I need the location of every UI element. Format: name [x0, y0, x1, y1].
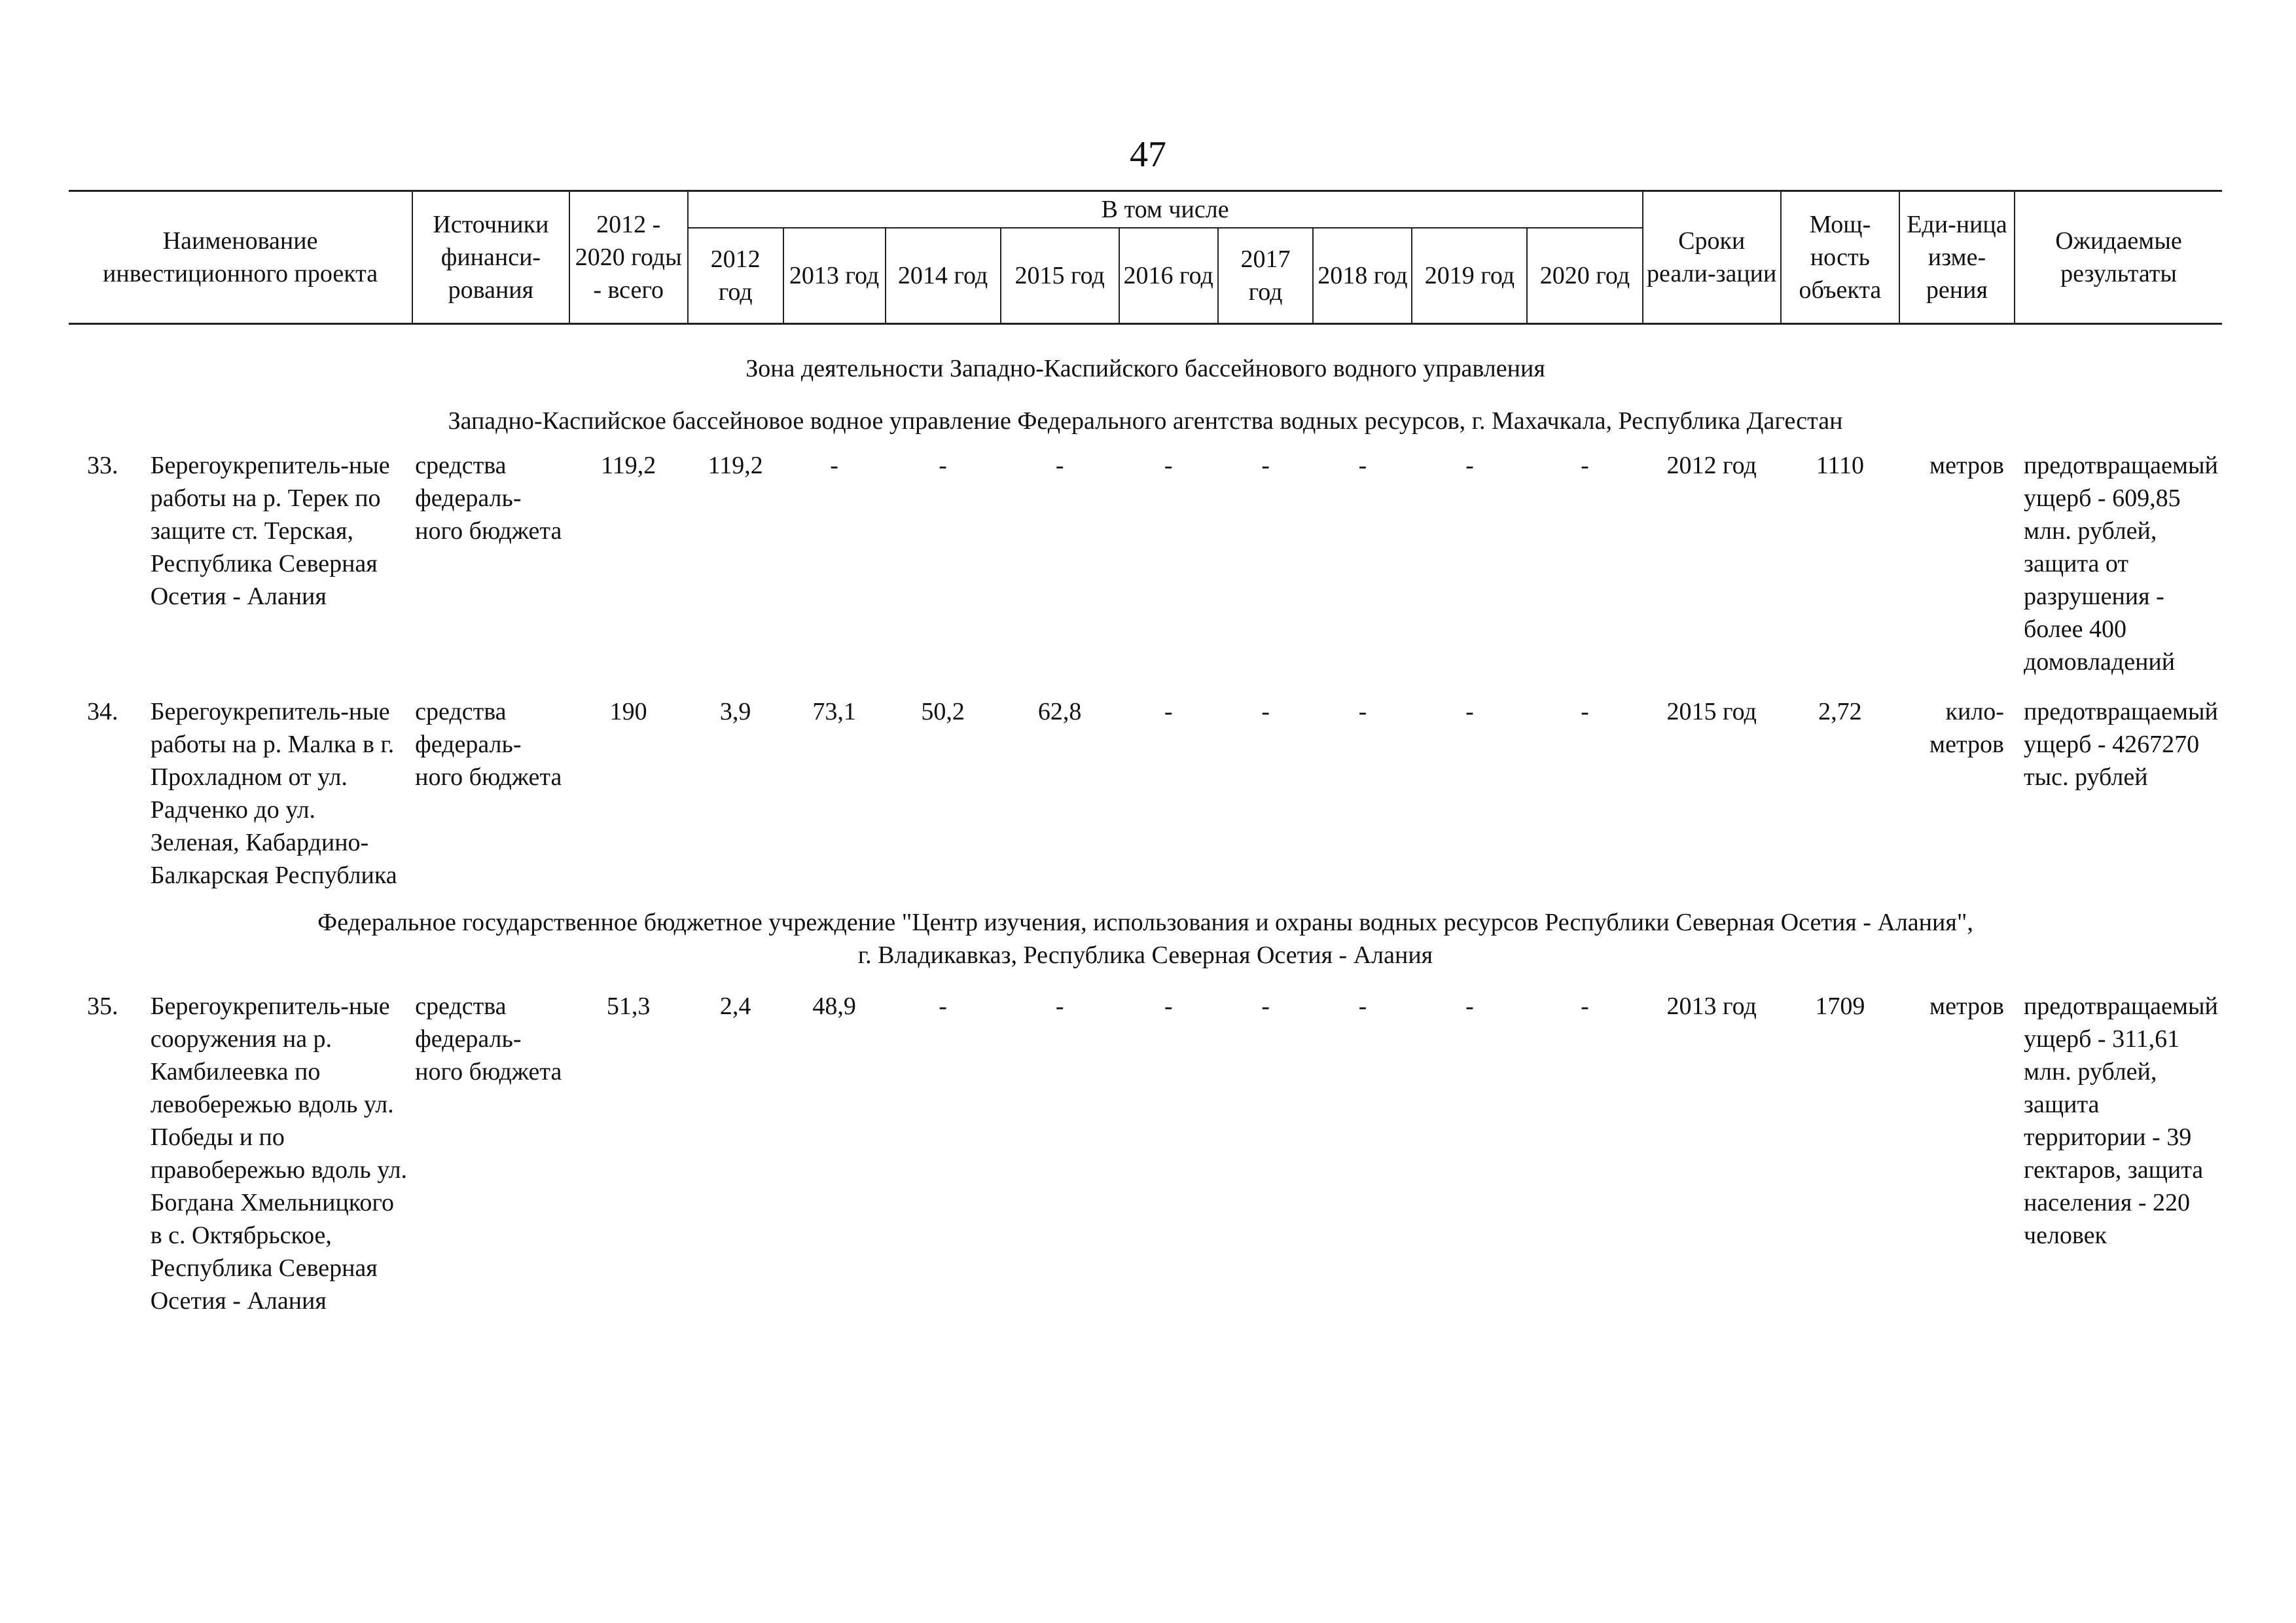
amount-2013: 73,1	[812, 698, 856, 725]
amount-2015: 62,8	[1037, 698, 1082, 725]
header-year-2020: 2020 год	[1527, 228, 1642, 324]
project-name: Берегоукрепитель-ные сооружения на р. Камбилеевка по левобережью вдоль ул. Победы и по правобережью вдоль ул. Богдана Хмельницкого в с. Октябрьское, Республика Северная Осетия - Алания	[150, 993, 408, 1315]
funding-source: средства федераль-ного бюджета	[415, 698, 562, 791]
header-year-2013: 2013 год	[783, 228, 886, 324]
amount-2012: 3,9	[719, 698, 751, 725]
project-name: Берегоукрепитель-ные работы на р. Малка в г. Прохладном от ул. Радченко до ул. Зеленая, Кабардино-Балкарская Республика	[150, 698, 397, 889]
amount-2018: -	[1358, 452, 1367, 479]
measurement-unit: кило-метров	[1929, 698, 2004, 758]
header-funding-sources: Источники финанси-рования	[412, 191, 569, 324]
amount-2019: -	[1465, 993, 1474, 1020]
amount-2016: -	[1164, 993, 1173, 1020]
header-project-name: Наименование инвестиционного проекта	[69, 191, 412, 324]
table-body	[69, 324, 2222, 1318]
table-header	[69, 191, 2222, 324]
header-year-2014: 2014 год	[886, 228, 1001, 324]
funding-source: средства федераль-ного бюджета	[415, 993, 562, 1085]
amount-2020: -	[1581, 452, 1589, 479]
table-row	[69, 678, 2222, 892]
header-year-2015: 2015 год	[1001, 228, 1119, 324]
row-number: 35.	[87, 993, 118, 1020]
header-year-2016: 2016 год	[1119, 228, 1218, 324]
amount-2016: -	[1164, 698, 1173, 725]
object-capacity: 1709	[1815, 993, 1865, 1020]
amount-2015: -	[1055, 452, 1064, 479]
header-year-2012: 2012 год	[688, 228, 783, 324]
amount-2013: 48,9	[812, 993, 856, 1020]
implementation-term: 2013 год	[1666, 993, 1757, 1020]
row-number: 33.	[87, 452, 118, 479]
measurement-unit: метров	[1929, 452, 2004, 479]
header-unit: Еди-ница изме-рения	[1899, 191, 2015, 324]
header-terms: Сроки реали-зации	[1643, 191, 1781, 324]
header-year-2018: 2018 год	[1313, 228, 1412, 324]
funding-source: средства федераль-ного бюджета	[415, 452, 562, 545]
total-amount: 190	[609, 698, 647, 725]
expected-result: предотвращаемый ущерб - 609,85 млн. рублей, защита от разрушения - более 400 домовладений	[2023, 452, 2218, 676]
amount-2014: -	[939, 452, 947, 479]
object-capacity: 2,72	[1818, 698, 1862, 725]
section-authority-heading: Западно-Каспийское бассейновое водное управление Федерального агентства водных ресурсов, г. Махачкала, Республика Дагестан	[448, 407, 1843, 435]
amount-2017: -	[1261, 698, 1270, 725]
table-row	[69, 972, 2222, 1317]
implementation-term: 2012 год	[1666, 452, 1757, 479]
table-row	[69, 437, 2222, 678]
project-name: Берегоукрепитель-ные работы на р. Терек по защите ст. Терская, Республика Северная Осетия - Алания	[150, 452, 390, 610]
page-number: 47	[1130, 134, 1166, 175]
amount-2012: 119,2	[708, 452, 763, 479]
investment-projects-table	[69, 190, 2222, 1317]
amount-2018: -	[1358, 698, 1367, 725]
header-including: В том числе	[688, 191, 1643, 228]
row-number: 34.	[87, 698, 118, 725]
header-capacity: Мощ-ность объекта	[1781, 191, 1899, 324]
amount-2015: -	[1055, 993, 1064, 1020]
amount-2019: -	[1465, 452, 1474, 479]
institution-line-2: г. Владикавказ, Республика Северная Осетия - Алания	[857, 941, 1433, 969]
amount-2019: -	[1465, 698, 1474, 725]
section-zone-heading: Зона деятельности Западно-Каспийского бассейнового водного управления	[745, 355, 1545, 382]
amount-2016: -	[1164, 452, 1173, 479]
amount-2017: -	[1261, 452, 1270, 479]
section-institution-heading	[69, 892, 2222, 972]
header-year-2019: 2019 год	[1412, 228, 1527, 324]
header-total: 2012 - 2020 годы - всего	[569, 191, 688, 324]
expected-result: предотвращаемый ущерб - 311,61 млн. рублей, защита территории - 39 гектаров, защита населения - 220 человек	[2023, 993, 2218, 1249]
expected-result: предотвращаемый ущерб - 4267270 тыс. рублей	[2023, 698, 2218, 791]
object-capacity: 1110	[1816, 452, 1864, 479]
institution-line-1: Федеральное государственное бюджетное учреждение "Центр изучения, использования и охраны водных ресурсов Республики Северная Осетия - Алания",	[317, 909, 1973, 936]
measurement-unit: метров	[1929, 993, 2004, 1020]
amount-2014: -	[939, 993, 947, 1020]
amount-2013: -	[830, 452, 838, 479]
amount-2020: -	[1581, 698, 1589, 725]
amount-2014: 50,2	[921, 698, 965, 725]
amount-2018: -	[1358, 993, 1367, 1020]
header-expected-results: Ожидаемые результаты	[2015, 191, 2222, 324]
header-year-2017: 2017 год	[1218, 228, 1314, 324]
amount-2020: -	[1581, 993, 1589, 1020]
implementation-term: 2015 год	[1666, 698, 1757, 725]
total-amount: 119,2	[601, 452, 656, 479]
total-amount: 51,3	[606, 993, 651, 1020]
amount-2012: 2,4	[719, 993, 751, 1020]
amount-2017: -	[1261, 993, 1270, 1020]
